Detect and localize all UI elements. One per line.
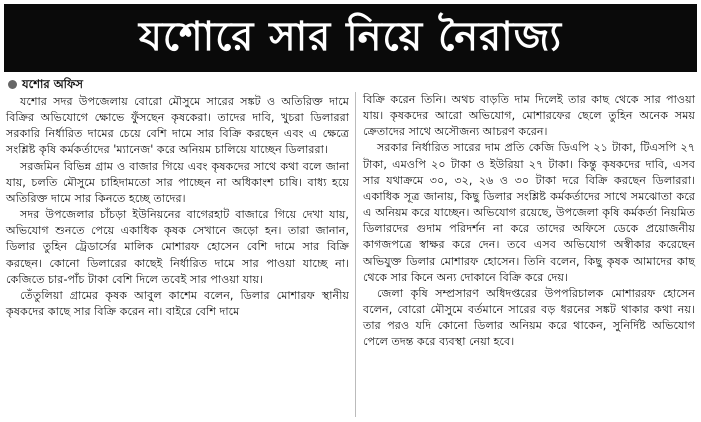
article-column-2 xyxy=(363,92,695,351)
headline-banner xyxy=(4,4,697,72)
byline-text: যশোর অফিস xyxy=(22,76,83,91)
paragraph: সরকার নির্ধারিত সারের দাম প্রতি কেজি ডিএপি ২১ টাকা, টিএসপি ২৭ টাকা, এমওপি ২০ টাকা ও ইউরিয়া ২৭ টাকা। কিন্তু কৃষকদের দাবি, এসব সার যথাক্রমে ৩০, ৩২, ২৬ ও ৩০ টাকা দরে বিক্রি করছেন ডিলাররা। একাধিক সূত্র জানায়, কিছু ডিলার সংশ্লিষ্ট কর্মকর্তাদের সাথে সমঝোতা করে এ অনিয়ম করে যাচ্ছেন। অভিযোগ রয়েছে, উপজেলা কৃষি কর্মকর্তা নিয়মিত ডিলারদের গুদাম পরিদর্শন না করে তাদের অফিসে ডেকে প্রয়োজনীয় কাগজপত্রে স্বাক্ষর করে দেন। তবে এসব অভিযোগ অস্বীকার করেছেন অভিযুক্ত ডিলার মোশারফ হোসেন। তিনি বলেন, কিছু কৃষক আমাদের কাছ থেকে সার কিনে অন্য দোকানে বিক্রি করে দেয়। xyxy=(363,141,695,284)
column-divider xyxy=(355,92,356,417)
article-column-1 xyxy=(6,76,349,320)
bullet-icon xyxy=(8,80,17,89)
paragraph: সরজমিন বিভিন্ন গ্রাম ও বাজার গিয়ে এবং কৃষকদের সাথে কথা বলে জানা যায়, চলতি মৌসুমে চাহিদামতো সার পাচ্ছেন না অধিকাংশ চাষি। বাধ্য হয়ে অতিরিক্ত দামে সার কিনতে হচ্ছে তাদের। xyxy=(6,159,349,205)
paragraph: বিক্রি করেন তিনি। অথচ বাড়তি দাম দিলেই তার কাছ থেকে সার পাওয়া যায়। কৃষকদের আরো অভিযোগ, মোশারফের ছেলে তুহিন অনেক সময় ক্রেতাদের সাথে অসৌজন্য আচরণ করেন। xyxy=(363,93,695,139)
paragraph: যশোর সদর উপজেলায় বোরো মৌসুমে সারের সঙ্কট ও অতিরিক্ত দামে বিক্রির অভিযোগে ক্ষোভে ফুঁসছেন কৃষকেরা। তাদের দাবি, খুচরা ডিলাররা সরকারি নির্ধারিত দামের চেয়ে বেশি দামে সার বিক্রি করছেন এবং এ ক্ষেত্রে সংশ্লিষ্ট কৃষি কর্মকর্তাদের 'ম্যানেজ' করে অনিয়ম চালিয়ে যাচ্ছেন ডিলাররা। xyxy=(6,95,349,157)
paragraph: জেলা কৃষি সম্প্রসারণ অধিদপ্তরের উপপরিচালক মোশাররফ হোসেন বলেন, বোরো মৌসুমে বর্তমানে সারের বড় ধরনের সঙ্কট থাকার কথা নয়। তার পরও যদি কোনো ডিলার অনিয়ম করে থাকেন, সুনির্দিষ্ট অভিযোগ পেলে তদন্ত করে ব্যবস্থা নেয়া হবে। xyxy=(363,286,695,349)
headline-text: যশোরে সার নিয়ে নৈরাজ্য xyxy=(138,13,563,60)
paragraph: সদর উপজেলার চাঁচড়া ইউনিয়নের বাগেরহাট বাজারে গিয়ে দেখা যায়, অভিযোগ শুনতে পেয়ে একাধিক কৃষক সেখানে জড়ো হন। তারা জানান, ডিলার তুহিন ট্রেডার্সের মালিক মোশারফ হোসেন বেশি দামে সার বিক্রি করছেন। কোনো ডিলারের কাছেই নির্ধারিত দামে সার পাওয়া যাচ্ছে না। কেজিতে চার-পাঁচ টাকা বেশি দিলে তবেই সার পাওয়া যায়। xyxy=(6,208,349,286)
byline xyxy=(6,76,349,92)
paragraph: তেঁতুলিয়া গ্রামের কৃষক আবুল কাশেম বলেন, ডিলার মোশারফ স্থানীয় কৃষকদের কাছে সার বিক্রি করেন না। বাইরে বেশি দামে xyxy=(6,288,349,319)
